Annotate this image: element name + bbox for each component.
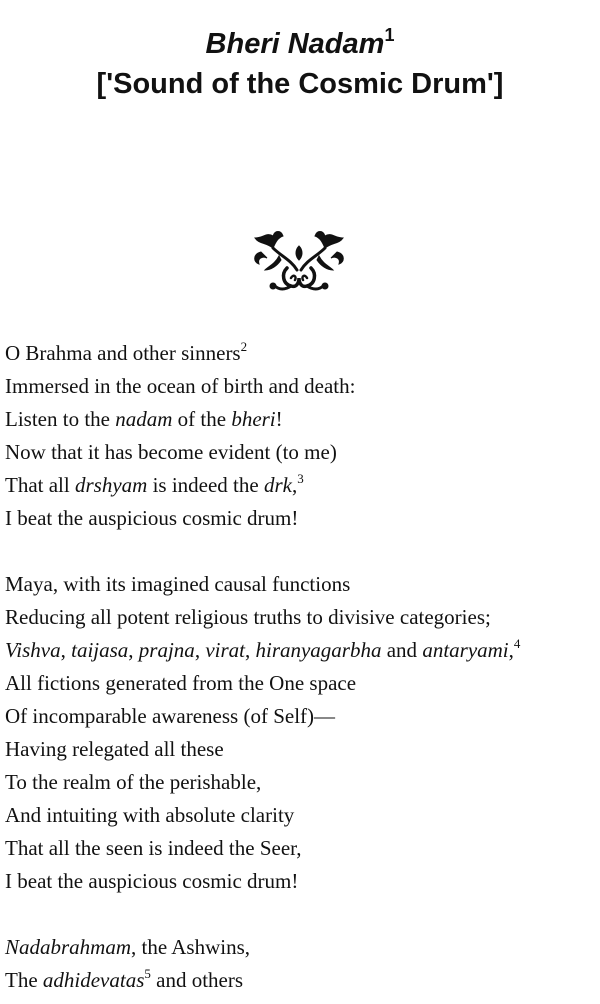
floral-ornament-icon xyxy=(251,226,347,294)
verse-line: That all the seen is indeed the Seer, xyxy=(5,836,302,860)
verse-line: Reducing all potent religious truths to divisive categories; xyxy=(5,605,491,629)
verse-line: Of incomparable awareness (of Self)— xyxy=(5,704,336,728)
poem-body xyxy=(5,337,595,997)
verse-line: I beat the auspicious cosmic drum! xyxy=(5,506,299,530)
verse-line: Vishva, taijasa, prajna, virat, hiranyagarbha and antaryami,$^4$ xyxy=(5,636,521,662)
verse-line: Nadabrahmam, the Ashwins, xyxy=(5,935,251,959)
verse-line: Having relegated all these xyxy=(5,737,224,761)
footnote-ref: 4 xyxy=(513,636,521,651)
verse-line: Listen to the nadam of the bheri! xyxy=(5,407,283,431)
verse-line: And intuiting with absolute clarity xyxy=(5,803,295,827)
verse-line: O Brahma and other sinners$^2$ xyxy=(5,339,248,365)
verse-line: To the realm of the perishable, xyxy=(5,770,262,794)
poem-title xyxy=(0,26,600,62)
stanza-break xyxy=(5,535,595,568)
verse-line: Immersed in the ocean of birth and death: xyxy=(5,374,356,398)
poem-subtitle: ['Sound of the Cosmic Drum'] xyxy=(96,68,504,100)
verse-line: I beat the auspicious cosmic drum! xyxy=(5,869,299,893)
verse-line: Maya, with its imagined causal functions xyxy=(5,572,351,596)
verse-line: The adhidevatas$^5$ and others xyxy=(5,966,244,992)
footnote-ref: 2 xyxy=(240,339,248,354)
verse-line: All fictions generated from the One space xyxy=(5,671,357,695)
stanza-break xyxy=(5,898,595,931)
poem-title-text: Bheri Nadam xyxy=(205,28,385,60)
footnote-ref: 1 xyxy=(384,25,395,45)
verse-line: Now that it has become evident (to me) xyxy=(5,440,337,464)
verse-line: That all drshyam is indeed the drk,$^3$ xyxy=(5,471,304,497)
footnote-ref: 3 xyxy=(297,471,304,486)
footnote-ref: 5 xyxy=(144,966,151,981)
